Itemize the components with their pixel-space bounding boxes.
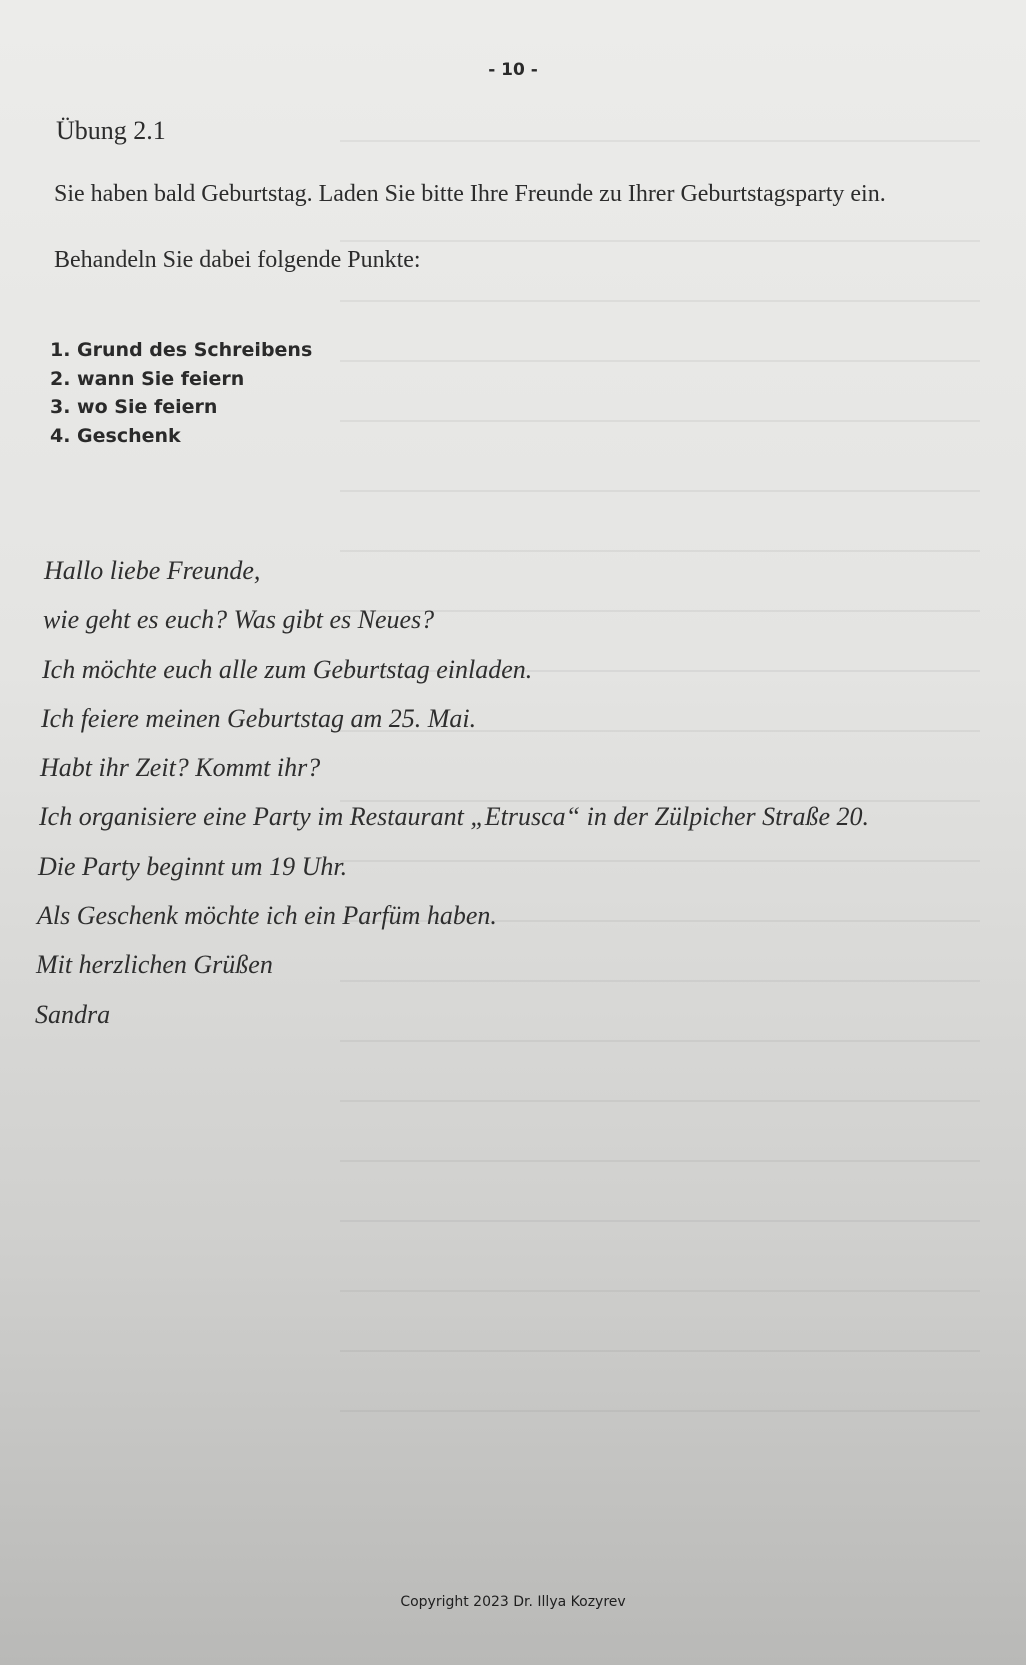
task-point: 4. Geschenk: [50, 424, 181, 447]
letter-closing: Mit herzlichen Grüßen: [36, 950, 273, 980]
page-number: - 10 -: [488, 60, 538, 80]
letter-line: wie geht es euch? Was gibt es Neues?: [43, 605, 435, 635]
letter-line: Als Geschenk möchte ich ein Parfüm haben.: [37, 901, 497, 931]
letter-signature: Sandra: [35, 999, 111, 1029]
letter-line: Habt ihr Zeit? Kommt ihr?: [40, 753, 321, 783]
exercise-title: Übung 2.1: [56, 116, 166, 145]
instruction-text: Sie haben bald Geburtstag. Laden Sie bitte Ihre Freunde zu Ihrer Geburtstagsparty ein.: [54, 181, 886, 207]
letter-greeting: Hallo liebe Freunde,: [44, 556, 261, 585]
letter-line: Ich organisiere eine Party im Restaurant „Etrusca“ in der Zülpicher Straße 20.: [39, 802, 869, 832]
instruction-subtext: Behandeln Sie dabei folgende Punkte:: [54, 247, 421, 273]
sample-letter: [36, 546, 869, 1039]
letter-line: Ich möchte euch alle zum Geburtstag einladen.: [42, 654, 533, 684]
task-points-list: [50, 336, 312, 450]
copyright-footer: Copyright 2023 Dr. Illya Kozyrev: [400, 1594, 626, 1610]
task-point: 1. Grund des Schreibens: [50, 339, 313, 361]
letter-line: Ich feiere meinen Geburtstag am 25. Mai.: [41, 703, 477, 733]
task-point: 3. wo Sie feiern: [50, 396, 218, 418]
letter-line: Die Party beginnt um 19 Uhr.: [38, 851, 348, 881]
task-point: 2. wann Sie feiern: [50, 367, 245, 390]
